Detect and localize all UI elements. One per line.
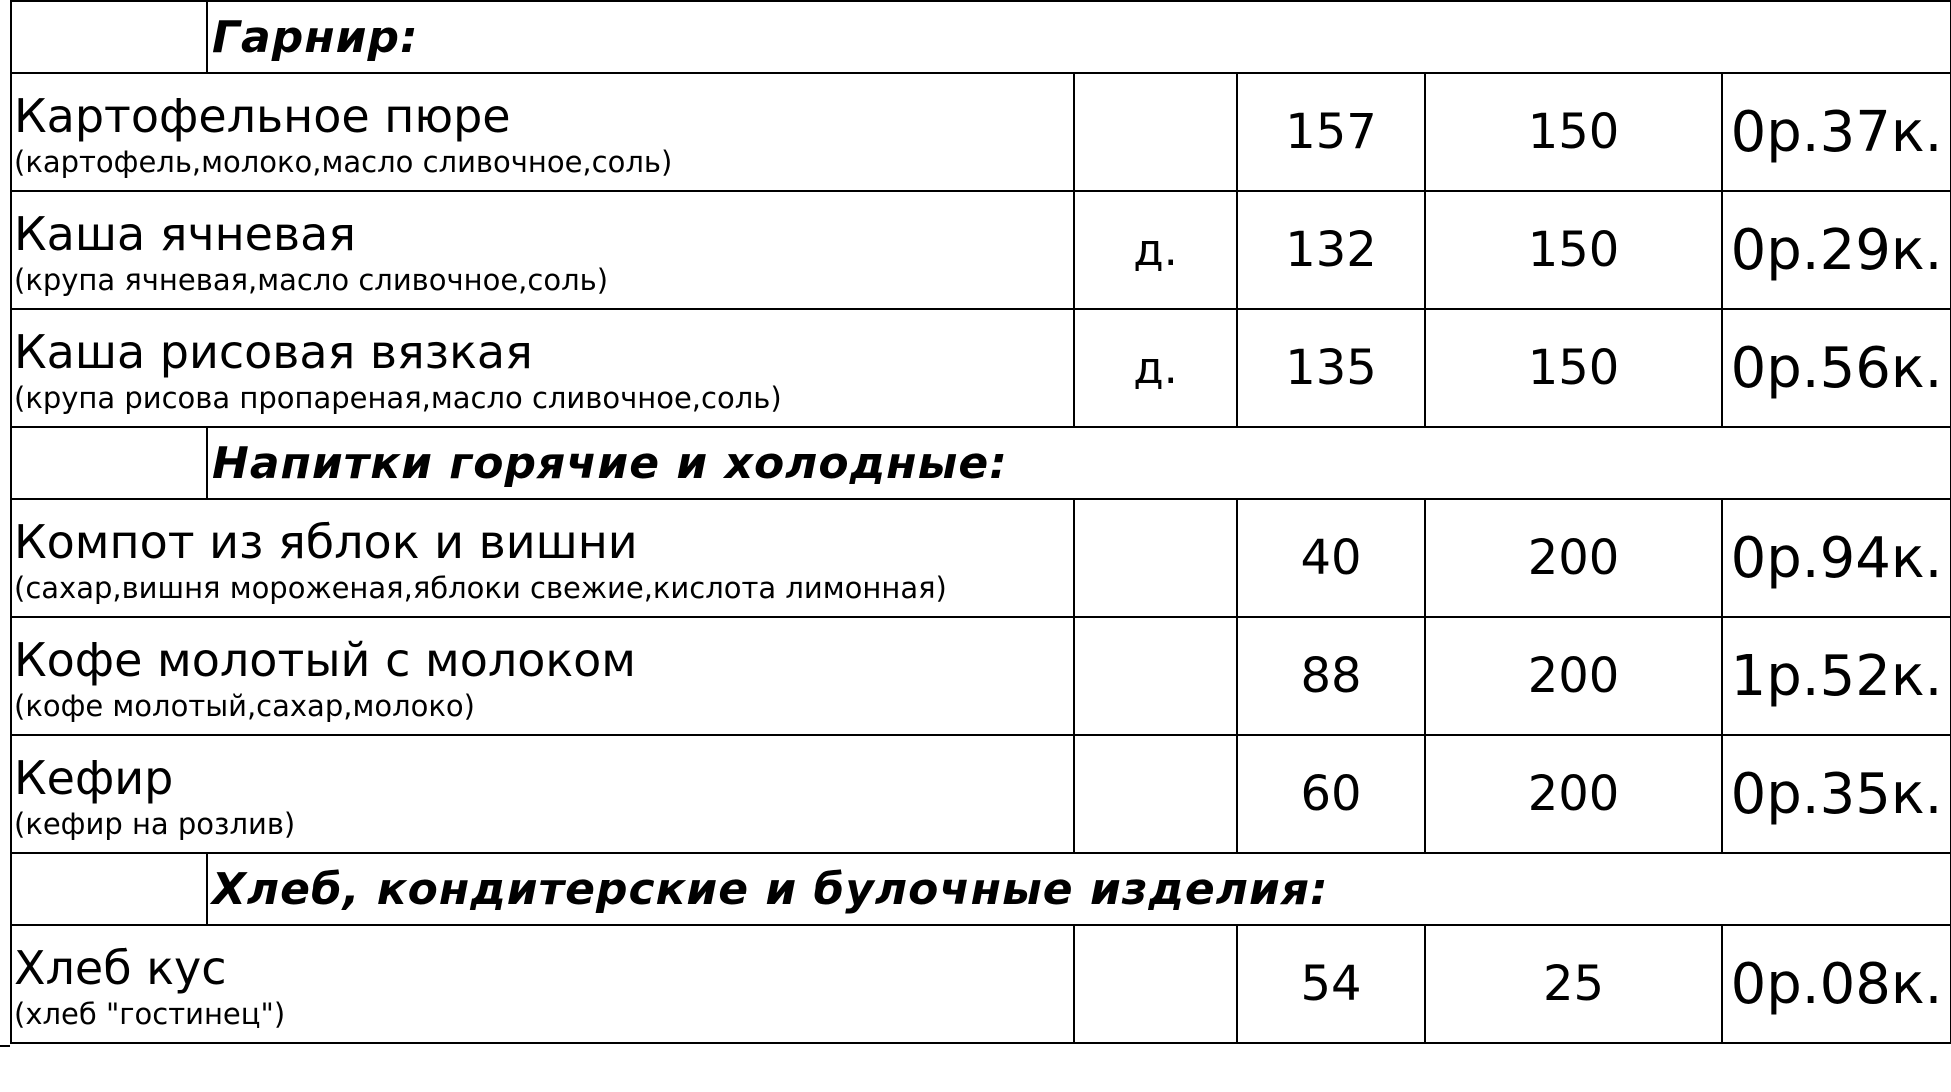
section-spacer-cell xyxy=(11,1,207,73)
section-title: Хлеб, кондитерские и булочные изделия: xyxy=(207,853,1951,925)
item-ingredients: (сахар,вишня мороженая,яблоки свежие,кислота лимонная) xyxy=(14,571,947,605)
item-mark xyxy=(1074,925,1237,1043)
section-header-row xyxy=(11,427,1951,499)
item-price: 0р.29к. xyxy=(1722,191,1951,309)
menu-item-row xyxy=(11,735,1951,853)
menu-item-row xyxy=(11,499,1951,617)
border-stub xyxy=(0,1045,10,1047)
item-mark: д. xyxy=(1074,191,1237,309)
item-name-cell xyxy=(11,735,1074,853)
item-calories: 60 xyxy=(1237,735,1425,853)
item-name-cell xyxy=(11,309,1074,427)
item-name-cell xyxy=(11,499,1074,617)
menu-item-row xyxy=(11,191,1951,309)
item-price: 0р.37к. xyxy=(1722,73,1951,191)
item-ingredients: (крупа рисова пропареная,масло сливочное,соль) xyxy=(14,381,782,415)
section-header-row xyxy=(11,1,1951,73)
section-spacer-cell xyxy=(11,427,207,499)
item-ingredients: (кефир на розлив) xyxy=(14,807,296,841)
menu-item-row xyxy=(11,309,1951,427)
item-name-cell xyxy=(11,925,1074,1043)
item-name: Каша ячневая xyxy=(14,207,356,261)
item-calories: 40 xyxy=(1237,499,1425,617)
item-mark xyxy=(1074,499,1237,617)
menu-item-row xyxy=(11,617,1951,735)
menu-table xyxy=(10,0,1951,1044)
item-name: Кофе молотый с молоком xyxy=(14,633,637,687)
item-mark xyxy=(1074,617,1237,735)
item-mark xyxy=(1074,73,1237,191)
item-price: 0р.56к. xyxy=(1722,309,1951,427)
item-portion: 200 xyxy=(1425,735,1722,853)
item-name: Каша рисовая вязкая xyxy=(14,325,533,379)
section-title: Гарнир: xyxy=(207,1,1951,73)
menu-item-row xyxy=(11,73,1951,191)
section-title: Напитки горячие и холодные: xyxy=(207,427,1951,499)
item-name-cell xyxy=(11,73,1074,191)
item-name: Картофельное пюре xyxy=(14,89,511,143)
item-name-cell xyxy=(11,617,1074,735)
item-calories: 88 xyxy=(1237,617,1425,735)
item-name-cell xyxy=(11,191,1074,309)
item-name: Компот из яблок и вишни xyxy=(14,515,638,569)
item-name: Хлеб кус xyxy=(14,941,227,995)
item-calories: 157 xyxy=(1237,73,1425,191)
item-price: 0р.94к. xyxy=(1722,499,1951,617)
item-portion: 150 xyxy=(1425,73,1722,191)
item-price: 1р.52к. xyxy=(1722,617,1951,735)
item-price: 0р.35к. xyxy=(1722,735,1951,853)
menu-item-row xyxy=(11,925,1951,1043)
item-name: Кефир xyxy=(14,751,174,805)
item-ingredients: (хлеб "гостинец") xyxy=(14,997,286,1031)
item-portion: 150 xyxy=(1425,309,1722,427)
item-ingredients: (крупа ячневая,масло сливочное,соль) xyxy=(14,263,609,297)
item-ingredients: (кофе молотый,сахар,молоко) xyxy=(14,689,475,723)
item-portion: 25 xyxy=(1425,925,1722,1043)
item-mark xyxy=(1074,735,1237,853)
item-price: 0р.08к. xyxy=(1722,925,1951,1043)
section-spacer-cell xyxy=(11,853,207,925)
item-ingredients: (картофель,молоко,масло сливочное,соль) xyxy=(14,145,673,179)
item-calories: 54 xyxy=(1237,925,1425,1043)
item-calories: 132 xyxy=(1237,191,1425,309)
item-portion: 150 xyxy=(1425,191,1722,309)
item-portion: 200 xyxy=(1425,499,1722,617)
item-calories: 135 xyxy=(1237,309,1425,427)
section-header-row xyxy=(11,853,1951,925)
item-mark: д. xyxy=(1074,309,1237,427)
item-portion: 200 xyxy=(1425,617,1722,735)
